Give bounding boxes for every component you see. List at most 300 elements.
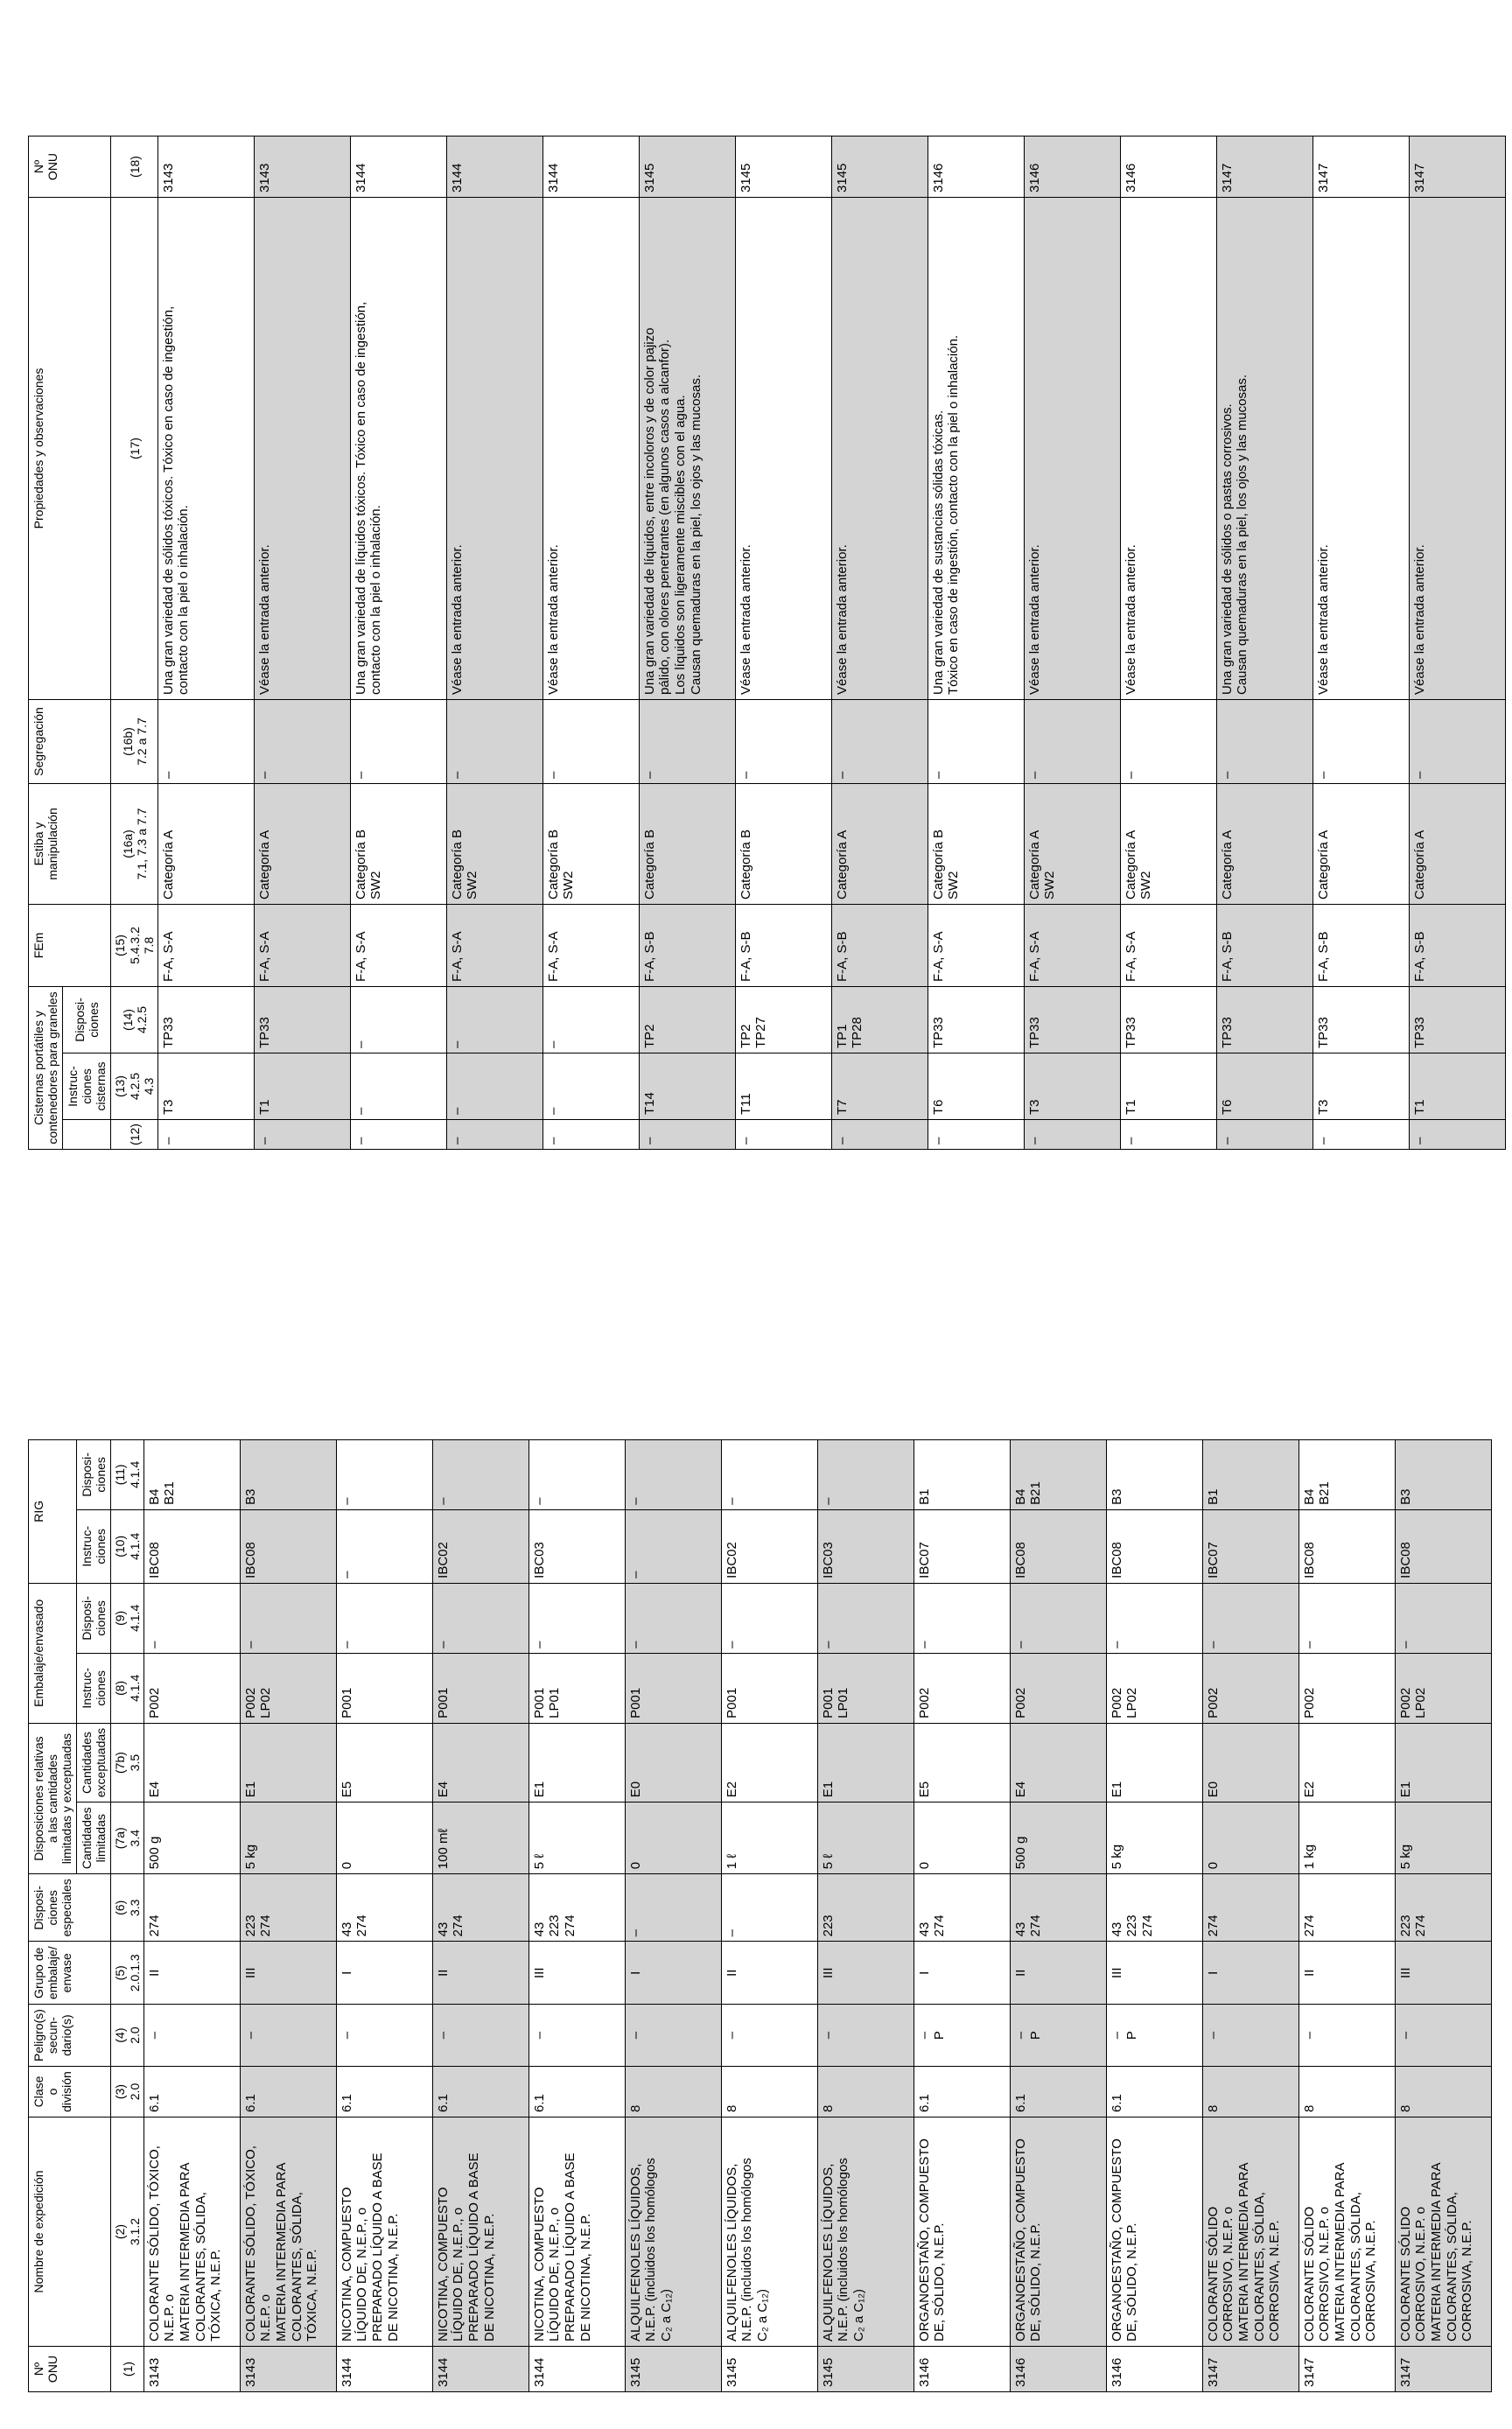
table-row-right: [831, 136, 928, 1150]
special-provisions-cell: 223 274: [240, 1874, 336, 1942]
packing-instruction-cell: P002 LP02: [240, 1653, 336, 1723]
header-class: Clase o división: [29, 2067, 111, 2118]
subsidiary-hazard-cell: –: [336, 2005, 432, 2067]
class-cell: 8: [1202, 2067, 1298, 2118]
header-excepted-quantities: Cantidades exceptuadas: [77, 1723, 111, 1802]
un-number-cell: 3144: [528, 2347, 625, 2392]
subsidiary-hazard-cell: –: [817, 2005, 914, 2067]
tank-provision-cell: TP33: [1024, 987, 1120, 1054]
un-number-cell: 3144: [336, 2347, 432, 2392]
un-number-cell-right: 3144: [350, 136, 446, 198]
ems-cell: F-A, S-B: [1409, 905, 1505, 987]
tank-instruction-cell: T6: [1216, 1054, 1312, 1120]
ems-cell: F-A, S-B: [639, 905, 735, 987]
special-provisions-cell: –: [721, 1874, 817, 1942]
limited-quantity-cell: 0: [336, 1802, 432, 1874]
segregation-cell: –: [1312, 700, 1409, 784]
tank-provision-cell: TP1 TP28: [831, 987, 928, 1054]
ems-cell: F-A, S-A: [350, 905, 446, 987]
tank-instruction-cell: T1: [1409, 1054, 1505, 1120]
un-number-cell-right: 3147: [1409, 136, 1505, 198]
packing-group-cell: III: [1106, 1942, 1202, 2005]
ibc-provision-cell: B4 B21: [1010, 1439, 1106, 1509]
packing-provision-cell: –: [336, 1583, 432, 1653]
table-row-left: [1106, 1439, 1202, 2391]
limited-quantity-cell: 500 g: [1010, 1802, 1106, 1874]
ibc-instruction-cell: IBC08: [240, 1509, 336, 1583]
limited-quantity-cell: 5 ℓ: [817, 1802, 914, 1874]
un-number-cell-right: 3143: [158, 136, 254, 198]
tank-instruction-cell: T3: [1024, 1054, 1120, 1120]
left-col-number: (6) 3.3: [111, 1874, 144, 1942]
packing-instruction-cell: P002: [1010, 1653, 1106, 1723]
proper-name-cell: COLORANTE SÓLIDO, TÓXICO, N.E.P. o MATERIA INTERMEDIA PARA COLORANTES, SÓLIDA, TÓXICA, N.E.P.: [144, 2118, 240, 2347]
packing-instruction-cell: P001 LP01: [817, 1653, 914, 1723]
proper-name-cell: NICOTINA, COMPUESTO LÍQUIDO DE, N.E.P., o PREPARADO LÍQUIDO A BASE DE NICOTINA, N.E.P.: [432, 2118, 528, 2347]
packing-group-cell: I: [336, 1942, 432, 2005]
ibc-instruction-cell: IBC08: [1106, 1509, 1202, 1583]
col12-cell: –: [735, 1120, 831, 1150]
ems-cell: F-A, S-B: [1312, 905, 1409, 987]
limited-quantity-cell: 0: [914, 1802, 1010, 1874]
un-number-cell: 3147: [1395, 2347, 1491, 2392]
tank-provision-cell: TP33: [254, 987, 350, 1054]
left-col-number: (9) 4.1.4: [111, 1583, 144, 1653]
subsidiary-hazard-cell: – P: [1106, 2005, 1202, 2067]
table-row-left: [1298, 1439, 1395, 2391]
header-tank-instructions: Instruc- ciones cisternas: [63, 1054, 111, 1120]
ibc-provision-cell: B1: [914, 1439, 1010, 1509]
class-cell: 8: [817, 2067, 914, 2118]
packing-instruction-cell: P002 LP02: [1106, 1653, 1202, 1723]
stowage-cell: Categoría A: [1216, 784, 1312, 905]
proper-name-cell: COLORANTE SÓLIDO, TÓXICO, N.E.P. o MATERIA INTERMEDIA PARA COLORANTES, SÓLIDA, TÓXICA, N.E.P.: [240, 2118, 336, 2347]
table-row-left: [432, 1439, 528, 2391]
stowage-cell: Categoría A: [1409, 784, 1505, 905]
proper-name-cell: COLORANTE SÓLIDO CORROSIVO, N.E.P. o MATERIA INTERMEDIA PARA COLORANTES, SÓLIDA, CORROSIVA, N.E.P.: [1395, 2118, 1491, 2347]
ibc-instruction-cell: IBC08: [1010, 1509, 1106, 1583]
header-ibc: RIG: [29, 1439, 77, 1583]
ibc-provision-cell: B4 B21: [1298, 1439, 1395, 1509]
class-cell: 6.1: [240, 2067, 336, 2118]
un-number-cell-right: 3146: [928, 136, 1024, 198]
limited-quantity-cell: 0: [1202, 1802, 1298, 1874]
table-row-left: [240, 1439, 336, 2391]
un-number-cell-right: 3146: [1024, 136, 1120, 198]
properties-cell: Una gran variedad de sustancias sólidas tóxicas. Tóxico en caso de ingestión, contacto con la piel o inhalación.: [928, 198, 1024, 700]
class-cell: 6.1: [1010, 2067, 1106, 2118]
packing-provision-cell: –: [914, 1583, 1010, 1653]
proper-name-cell: ALQUILFENOLES LÍQUIDOS, N.E.P. (incluidos los homólogos C₂ a C₁₂): [625, 2118, 721, 2347]
un-number-cell-right: 3147: [1312, 136, 1409, 198]
ibc-instruction-cell: IBC03: [817, 1509, 914, 1583]
tank-provision-cell: TP33: [1312, 987, 1409, 1054]
header-ibc-instructions: Instruc- ciones: [77, 1509, 111, 1583]
packing-instruction-cell: P002: [144, 1653, 240, 1723]
tank-instruction-cell: –: [446, 1054, 542, 1120]
ibc-provision-cell: B1: [1202, 1439, 1298, 1509]
tank-provision-cell: –: [350, 987, 446, 1054]
packing-instruction-cell: P001 LP01: [528, 1653, 625, 1723]
right-col-number: (15) 5.4.3.2 7.8: [111, 905, 158, 987]
right-col-number: (12): [111, 1120, 158, 1150]
ems-cell: F-A, S-A: [542, 905, 639, 987]
table-row-left: [914, 1439, 1010, 2391]
special-provisions-cell: 274: [1298, 1874, 1395, 1942]
right-col-number: (16a) 7.1, 7.3 a 7.7: [111, 784, 158, 905]
un-number-cell: 3147: [1202, 2347, 1298, 2392]
stowage-cell: Categoría B: [735, 784, 831, 905]
table-row-right: [928, 136, 1024, 1150]
un-number-cell: 3147: [1298, 2347, 1395, 2392]
excepted-quantity-cell: E0: [625, 1723, 721, 1802]
excepted-quantity-cell: E5: [914, 1723, 1010, 1802]
table-row-right: [1312, 136, 1409, 1150]
properties-cell: Véase la entrada anterior.: [1120, 198, 1216, 700]
table-row-right: [254, 136, 350, 1150]
subsidiary-hazard-cell: –: [1298, 2005, 1395, 2067]
un-number-cell-right: 3144: [542, 136, 639, 198]
left-page: [0, 1256, 1512, 2412]
header-packing-instructions: Instruc- ciones: [77, 1653, 111, 1723]
tank-instruction-cell: T11: [735, 1054, 831, 1120]
segregation-cell: –: [158, 700, 254, 784]
limited-quantity-cell: 100 mℓ: [432, 1802, 528, 1874]
ems-cell: F-A, S-A: [254, 905, 350, 987]
un-number-cell: 3145: [721, 2347, 817, 2392]
table-row-left: [336, 1439, 432, 2391]
tank-provision-cell: TP2: [639, 987, 735, 1054]
right-col-number: (16b) 7.2 a 7.7: [111, 700, 158, 784]
tank-instruction-cell: T7: [831, 1054, 928, 1120]
un-number-cell-right: 3144: [446, 136, 542, 198]
packing-provision-cell: –: [1202, 1583, 1298, 1653]
table-row-right: [1120, 136, 1216, 1150]
un-number-cell: 3143: [144, 2347, 240, 2392]
col12-cell: –: [928, 1120, 1024, 1150]
segregation-cell: –: [831, 700, 928, 784]
tank-provision-cell: TP33: [158, 987, 254, 1054]
tank-instruction-cell: T14: [639, 1054, 735, 1120]
segregation-cell: –: [1024, 700, 1120, 784]
packing-provision-cell: –: [721, 1583, 817, 1653]
class-cell: 6.1: [144, 2067, 240, 2118]
packing-group-cell: III: [1395, 1942, 1491, 2005]
properties-cell: Véase la entrada anterior.: [1024, 198, 1120, 700]
packing-provision-cell: –: [1298, 1583, 1395, 1653]
limited-quantity-cell: 1 kg: [1298, 1802, 1395, 1874]
ibc-provision-cell: B3: [240, 1439, 336, 1509]
col12-cell: –: [446, 1120, 542, 1150]
table-row-left: [144, 1439, 240, 2391]
stowage-cell: Categoría B SW2: [542, 784, 639, 905]
properties-cell: Una gran variedad de sólidos tóxicos. Tóxico en caso de ingestión, contacto con la piel o inhalación.: [158, 198, 254, 700]
ibc-instruction-cell: IBC08: [144, 1509, 240, 1583]
subsidiary-hazard-cell: –: [144, 2005, 240, 2067]
header-special-provisions: Disposi- ciones especiales: [29, 1874, 111, 1942]
tank-instruction-cell: T3: [1312, 1054, 1409, 1120]
col12-cell: –: [350, 1120, 446, 1150]
table-row-right: [158, 136, 254, 1150]
col12-cell: –: [1312, 1120, 1409, 1150]
class-cell: 6.1: [336, 2067, 432, 2118]
tank-instruction-cell: T3: [158, 1054, 254, 1120]
right-page: [0, 14, 1512, 1169]
properties-cell: Véase la entrada anterior.: [735, 198, 831, 700]
subsidiary-hazard-cell: –: [528, 2005, 625, 2067]
left-col-number: (2) 3.1.2: [111, 2118, 144, 2347]
proper-name-cell: ALQUILFENOLES LÍQUIDOS, N.E.P. (incluidos los homólogos C₂ a C₁₂): [721, 2118, 817, 2347]
packing-provision-cell: –: [1106, 1583, 1202, 1653]
packing-group-cell: II: [721, 1942, 817, 2005]
segregation-cell: –: [1409, 700, 1505, 784]
left-col-number: (3) 2.0: [111, 2067, 144, 2118]
header-stowage: Estiba y manipulación: [29, 784, 111, 905]
header-portable-tanks: Cisternas portátiles y contenedores para graneles: [29, 987, 63, 1150]
header-un-no: Nº ONU: [29, 2347, 111, 2392]
left-col-number: (4) 2.0: [111, 2005, 144, 2067]
packing-provision-cell: –: [817, 1583, 914, 1653]
class-cell: 6.1: [914, 2067, 1010, 2118]
tank-instruction-cell: T1: [1120, 1054, 1216, 1120]
subsidiary-hazard-cell: –: [240, 2005, 336, 2067]
subsidiary-hazard-cell: –: [1202, 2005, 1298, 2067]
special-provisions-cell: 223: [817, 1874, 914, 1942]
header-ibc-provisions: Disposi- ciones: [77, 1439, 111, 1509]
ibc-instruction-cell: –: [625, 1509, 721, 1583]
stowage-cell: Categoría A: [831, 784, 928, 905]
special-provisions-cell: 274: [1202, 1874, 1298, 1942]
subsidiary-hazard-cell: – P: [1010, 2005, 1106, 2067]
packing-group-cell: II: [432, 1942, 528, 2005]
ems-cell: F-A, S-A: [158, 905, 254, 987]
excepted-quantity-cell: E5: [336, 1723, 432, 1802]
class-cell: 6.1: [432, 2067, 528, 2118]
un-number-cell: 3144: [432, 2347, 528, 2392]
col12-cell: –: [158, 1120, 254, 1150]
excepted-quantity-cell: E4: [1010, 1723, 1106, 1802]
packing-group-cell: II: [1298, 1942, 1395, 2005]
un-number-cell-right: 3147: [1216, 136, 1312, 198]
table-row-left: [1010, 1439, 1106, 2391]
segregation-cell: –: [928, 700, 1024, 784]
packing-group-cell: III: [817, 1942, 914, 2005]
special-provisions-cell: 274: [144, 1874, 240, 1942]
packing-group-cell: II: [144, 1942, 240, 2005]
proper-name-cell: ORGANOESTAÑO, COMPUESTO DE, SÓLIDO, N.E.P.: [1106, 2118, 1202, 2347]
un-number-cell: 3146: [1010, 2347, 1106, 2392]
right-col-number: (13) 4.2.5 4.3: [111, 1054, 158, 1120]
header-tank-provisions: Disposi- ciones: [63, 987, 111, 1054]
ibc-provision-cell: –: [432, 1439, 528, 1509]
packing-group-cell: III: [240, 1942, 336, 2005]
un-number-cell: 3145: [817, 2347, 914, 2392]
packing-instruction-cell: P002 LP02: [1395, 1653, 1491, 1723]
subsidiary-hazard-cell: –: [1395, 2005, 1491, 2067]
un-number-cell: 3146: [1106, 2347, 1202, 2392]
special-provisions-cell: 43 274: [1010, 1874, 1106, 1942]
tank-provision-cell: TP33: [928, 987, 1024, 1054]
segregation-cell: –: [1120, 700, 1216, 784]
dangerous-goods-table-left: [28, 1439, 1492, 2392]
ems-cell: F-A, S-B: [735, 905, 831, 987]
proper-name-cell: COLORANTE SÓLIDO CORROSIVO, N.E.P. o MATERIA INTERMEDIA PARA COLORANTES, SÓLIDA, CORROSIVA, N.E.P.: [1298, 2118, 1395, 2347]
segregation-cell: –: [254, 700, 350, 784]
header-packing-group: Grupo de embalaje/ envase: [29, 1942, 111, 2005]
packing-instruction-cell: P001: [625, 1653, 721, 1723]
ibc-provision-cell: B3: [1106, 1439, 1202, 1509]
segregation-cell: –: [1216, 700, 1312, 784]
tank-provision-cell: TP33: [1409, 987, 1505, 1054]
packing-instruction-cell: P001: [432, 1653, 528, 1723]
left-col-number: (10) 4.1.4: [111, 1509, 144, 1583]
tank-instruction-cell: –: [542, 1054, 639, 1120]
col12-cell: –: [831, 1120, 928, 1150]
table-row-left: [528, 1439, 625, 2391]
proper-name-cell: NICOTINA, COMPUESTO LÍQUIDO DE, N.E.P., o PREPARADO LÍQUIDO A BASE DE NICOTINA, N.E.P.: [528, 2118, 625, 2347]
ibc-instruction-cell: IBC08: [1395, 1509, 1491, 1583]
special-provisions-cell: 223 274: [1395, 1874, 1491, 1942]
left-col-number: (7a) 3.4: [111, 1802, 144, 1874]
proper-name-cell: ORGANOESTAÑO, COMPUESTO DE, SÓLIDO, N.E.P.: [914, 2118, 1010, 2347]
packing-provision-cell: –: [144, 1583, 240, 1653]
col12-cell: –: [254, 1120, 350, 1150]
ibc-provision-cell: –: [528, 1439, 625, 1509]
col12-cell: –: [1024, 1120, 1120, 1150]
properties-cell: Una gran variedad de líquidos tóxicos. Tóxico en caso de ingestión, contacto con la piel o inhalación.: [350, 198, 446, 700]
limited-quantity-cell: 5 kg: [1395, 1802, 1491, 1874]
ems-cell: F-A, S-A: [1120, 905, 1216, 987]
excepted-quantity-cell: E0: [1202, 1723, 1298, 1802]
packing-instruction-cell: P001: [721, 1653, 817, 1723]
header-limited-quantities: Cantidades limitadas: [77, 1802, 111, 1874]
header-limited-excepted: Disposiciones relativas a las cantidades limitadas y exceptuadas: [29, 1723, 77, 1873]
ibc-instruction-cell: IBC02: [721, 1509, 817, 1583]
subsidiary-hazard-cell: –: [721, 2005, 817, 2067]
packing-instruction-cell: P002: [1202, 1653, 1298, 1723]
left-col-number: (5) 2.0.1.3: [111, 1942, 144, 2005]
packing-group-cell: II: [1010, 1942, 1106, 2005]
table-row-left: [1202, 1439, 1298, 2391]
ibc-instruction-cell: IBC07: [914, 1509, 1010, 1583]
tank-provision-cell: TP33: [1216, 987, 1312, 1054]
properties-cell: Véase la entrada anterior.: [254, 198, 350, 700]
subsidiary-hazard-cell: –: [432, 2005, 528, 2067]
stowage-cell: Categoría A SW2: [1024, 784, 1120, 905]
header-properties: Propiedades y observaciones: [29, 198, 111, 700]
class-cell: 6.1: [528, 2067, 625, 2118]
class-cell: 8: [625, 2067, 721, 2118]
ibc-provision-cell: B4 B21: [144, 1439, 240, 1509]
packing-instruction-cell: P002: [1298, 1653, 1395, 1723]
excepted-quantity-cell: E2: [721, 1723, 817, 1802]
ibc-instruction-cell: –: [336, 1509, 432, 1583]
excepted-quantity-cell: E1: [240, 1723, 336, 1802]
table-row-left: [817, 1439, 914, 2391]
table-row-left: [1395, 1439, 1491, 2391]
right-col-number: (17): [111, 198, 158, 700]
properties-cell: Una gran variedad de líquidos, entre incoloros y de color pajizo pálido, con olores penetrantes (en algunos casos a alcanfor). Los líquidos son ligeramente miscibles con el agua. Causan quemaduras en la piel, los ojos y las mucosas.: [639, 198, 735, 700]
un-number-cell-right: 3146: [1120, 136, 1216, 198]
packing-provision-cell: –: [432, 1583, 528, 1653]
special-provisions-cell: –: [625, 1874, 721, 1942]
stowage-cell: Categoría B SW2: [928, 784, 1024, 905]
limited-quantity-cell: 5 kg: [1106, 1802, 1202, 1874]
properties-cell: Véase la entrada anterior.: [1409, 198, 1505, 700]
packing-provision-cell: –: [1395, 1583, 1491, 1653]
ibc-instruction-cell: IBC07: [1202, 1509, 1298, 1583]
un-number-cell: 3145: [625, 2347, 721, 2392]
left-col-number: (7b) 3.5: [111, 1723, 144, 1802]
left-col-number: (8) 4.1.4: [111, 1653, 144, 1723]
properties-cell: Véase la entrada anterior.: [1312, 198, 1409, 700]
right-col-number: (18): [111, 136, 158, 198]
excepted-quantity-cell: E1: [1395, 1723, 1491, 1802]
proper-name-cell: ORGANOESTAÑO, COMPUESTO DE, SÓLIDO, N.E.P.: [1010, 2118, 1106, 2347]
excepted-quantity-cell: E4: [432, 1723, 528, 1802]
tank-instruction-cell: T1: [254, 1054, 350, 1120]
ibc-instruction-cell: IBC08: [1298, 1509, 1395, 1583]
packing-group-cell: III: [528, 1942, 625, 2005]
ibc-provision-cell: –: [625, 1439, 721, 1509]
ibc-provision-cell: –: [721, 1439, 817, 1509]
header-packing-provisions: Disposi- ciones: [77, 1583, 111, 1653]
class-cell: 8: [1298, 2067, 1395, 2118]
table-row-right: [542, 136, 639, 1150]
segregation-cell: –: [446, 700, 542, 784]
ibc-provision-cell: –: [817, 1439, 914, 1509]
segregation-cell: –: [350, 700, 446, 784]
special-provisions-cell: 43 274: [336, 1874, 432, 1942]
stowage-cell: Categoría B SW2: [446, 784, 542, 905]
packing-instruction-cell: P002: [914, 1653, 1010, 1723]
proper-name-cell: ALQUILFENOLES LÍQUIDOS, N.E.P. (incluidos los homólogos C₂ a C₁₂): [817, 2118, 914, 2347]
limited-quantity-cell: 5 ℓ: [528, 1802, 625, 1874]
limited-quantity-cell: 5 kg: [240, 1802, 336, 1874]
un-number-cell: 3146: [914, 2347, 1010, 2392]
tank-instruction-cell: –: [350, 1054, 446, 1120]
table-row-right: [639, 136, 735, 1150]
dangerous-goods-table-right: [28, 136, 1506, 1150]
excepted-quantity-cell: E1: [528, 1723, 625, 1802]
proper-name-cell: COLORANTE SÓLIDO CORROSIVO, N.E.P. o MATERIA INTERMEDIA PARA COLORANTES, SÓLIDA, CORROSIVA, N.E.P.: [1202, 2118, 1298, 2347]
excepted-quantity-cell: E2: [1298, 1723, 1395, 1802]
un-number-cell-right: 3145: [639, 136, 735, 198]
table-row-right: [350, 136, 446, 1150]
left-col-number: (11) 4.1.4: [111, 1439, 144, 1509]
special-provisions-cell: 43 223 274: [528, 1874, 625, 1942]
subsidiary-hazard-cell: – P: [914, 2005, 1010, 2067]
limited-quantity-cell: 500 g: [144, 1802, 240, 1874]
stowage-cell: Categoría A SW2: [1120, 784, 1216, 905]
special-provisions-cell: 43 223 274: [1106, 1874, 1202, 1942]
excepted-quantity-cell: E4: [144, 1723, 240, 1802]
table-row-right: [1024, 136, 1120, 1150]
left-col-number: (1): [111, 2347, 144, 2392]
properties-cell: Véase la entrada anterior.: [446, 198, 542, 700]
header-packing: Embalaje/envasado: [29, 1583, 77, 1723]
packing-provision-cell: –: [240, 1583, 336, 1653]
excepted-quantity-cell: E1: [817, 1723, 914, 1802]
limited-quantity-cell: 1 ℓ: [721, 1802, 817, 1874]
tank-provision-cell: –: [542, 987, 639, 1054]
ems-cell: F-A, S-B: [831, 905, 928, 987]
tank-instruction-cell: T6: [928, 1054, 1024, 1120]
packing-instruction-cell: P001: [336, 1653, 432, 1723]
ems-cell: F-A, S-A: [928, 905, 1024, 987]
table-row-right: [446, 136, 542, 1150]
special-provisions-cell: 43 274: [432, 1874, 528, 1942]
